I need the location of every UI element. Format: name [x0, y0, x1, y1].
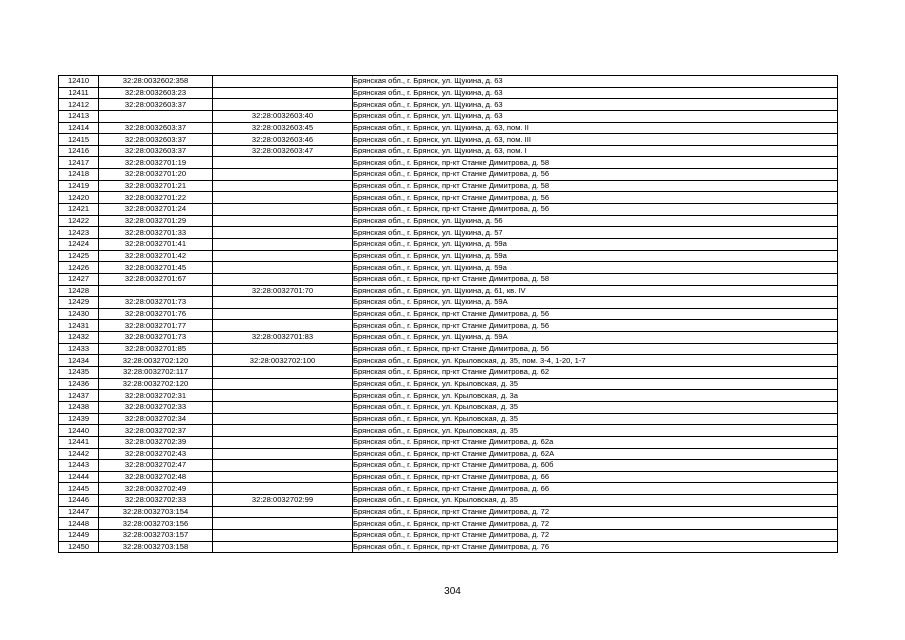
table-row: [59, 192, 838, 204]
parent-cadastral-number-cell: [213, 204, 353, 216]
parent-cadastral-number-cell: [213, 483, 353, 495]
table-row: [59, 157, 838, 169]
cadastral-number-cell: 32:28:0032701:21: [99, 180, 213, 192]
parent-cadastral-number-cell: 32:28:0032603:40: [213, 110, 353, 122]
table-row: [59, 378, 838, 390]
table-row: [59, 506, 838, 518]
table-row: [59, 541, 838, 553]
row-number-cell: 12417: [59, 157, 99, 169]
table-row: [59, 471, 838, 483]
address-cell: Брянская обл., г. Брянск, ул. Крыловская, д. 35: [353, 401, 838, 413]
row-number-cell: 12434: [59, 355, 99, 367]
table-row: [59, 425, 838, 437]
table-row: [59, 262, 838, 274]
row-number-cell: 12436: [59, 378, 99, 390]
address-cell: Брянская обл., г. Брянск, ул. Щукина, д. 59А: [353, 332, 838, 344]
address-cell: Брянская обл., г. Брянск, ул. Щукина, д. 56: [353, 215, 838, 227]
row-number-cell: 12441: [59, 436, 99, 448]
address-cell: Брянская обл., г. Брянск, пр-кт Станке Димитрова, д. 62А: [353, 448, 838, 460]
parent-cadastral-number-cell: [213, 320, 353, 332]
address-cell: Брянская обл., г. Брянск, пр-кт Станке Димитрова, д. 66: [353, 483, 838, 495]
row-number-cell: 12425: [59, 250, 99, 262]
row-number-cell: 12429: [59, 297, 99, 309]
parent-cadastral-number-cell: [213, 250, 353, 262]
cadastral-number-cell: 32:28:0032701:77: [99, 320, 213, 332]
parent-cadastral-number-cell: [213, 367, 353, 379]
parent-cadastral-number-cell: 32:28:0032701:83: [213, 332, 353, 344]
parent-cadastral-number-cell: [213, 436, 353, 448]
cadastral-number-cell: 32:28:0032701:29: [99, 215, 213, 227]
parent-cadastral-number-cell: [213, 87, 353, 99]
parent-cadastral-number-cell: 32:28:0032702:99: [213, 495, 353, 507]
table-row: [59, 238, 838, 250]
table-row: [59, 460, 838, 472]
cadastral-number-cell: 32:28:0032702:37: [99, 425, 213, 437]
table-row: [59, 145, 838, 157]
table-row: [59, 204, 838, 216]
row-number-cell: 12443: [59, 460, 99, 472]
address-cell: Брянская обл., г. Брянск, ул. Щукина, д. 59а: [353, 250, 838, 262]
parent-cadastral-number-cell: [213, 157, 353, 169]
cadastral-number-cell: [99, 110, 213, 122]
row-number-cell: 12420: [59, 192, 99, 204]
row-number-cell: 12446: [59, 495, 99, 507]
parent-cadastral-number-cell: [213, 99, 353, 111]
table-row: [59, 448, 838, 460]
address-cell: Брянская обл., г. Брянск, ул. Щукина, д. 63: [353, 110, 838, 122]
parent-cadastral-number-cell: [213, 227, 353, 239]
table-row: [59, 180, 838, 192]
cadastral-number-cell: 32:28:0032603:37: [99, 145, 213, 157]
page-number: 304: [444, 586, 461, 597]
address-cell: Брянская обл., г. Брянск, пр-кт Станке Димитрова, д. 56: [353, 192, 838, 204]
address-cell: Брянская обл., г. Брянск, пр-кт Станке Димитрова, д. 56: [353, 308, 838, 320]
cadastral-number-cell: 32:28:0032702:48: [99, 471, 213, 483]
cadastral-number-cell: 32:28:0032702:31: [99, 390, 213, 402]
cadastral-number-cell: 32:28:0032703:158: [99, 541, 213, 553]
row-number-cell: 12421: [59, 204, 99, 216]
cadastral-number-cell: 32:28:0032603:23: [99, 87, 213, 99]
parent-cadastral-number-cell: 32:28:0032701:70: [213, 285, 353, 297]
row-number-cell: 12439: [59, 413, 99, 425]
parent-cadastral-number-cell: [213, 169, 353, 181]
parent-cadastral-number-cell: [213, 506, 353, 518]
table-row: [59, 401, 838, 413]
row-number-cell: 12431: [59, 320, 99, 332]
row-number-cell: 12448: [59, 518, 99, 530]
row-number-cell: 12412: [59, 99, 99, 111]
row-number-cell: 12437: [59, 390, 99, 402]
cadastral-number-cell: 32:28:0032603:37: [99, 99, 213, 111]
table-row: [59, 355, 838, 367]
table-row: [59, 495, 838, 507]
row-number-cell: 12430: [59, 308, 99, 320]
address-cell: Брянская обл., г. Брянск, ул. Щукина, д. 63, пом. III: [353, 134, 838, 146]
registry-table: [58, 75, 838, 553]
row-number-cell: 12423: [59, 227, 99, 239]
row-number-cell: 12442: [59, 448, 99, 460]
cadastral-number-cell: 32:28:0032701:73: [99, 297, 213, 309]
address-cell: Брянская обл., г. Брянск, пр-кт Станке Димитрова, д. 58: [353, 157, 838, 169]
table-row: [59, 134, 838, 146]
table-row: [59, 215, 838, 227]
row-number-cell: 12438: [59, 401, 99, 413]
table-row: [59, 273, 838, 285]
registry-table-body: [59, 76, 838, 553]
row-number-cell: 12424: [59, 238, 99, 250]
table-row: [59, 308, 838, 320]
parent-cadastral-number-cell: 32:28:0032603:45: [213, 122, 353, 134]
table-row: [59, 367, 838, 379]
row-number-cell: 12416: [59, 145, 99, 157]
table-row: [59, 390, 838, 402]
row-number-cell: 12432: [59, 332, 99, 344]
address-cell: Брянская обл., г. Брянск, ул. Щукина, д. 63: [353, 99, 838, 111]
address-cell: Брянская обл., г. Брянск, ул. Щукина, д. 59А: [353, 297, 838, 309]
parent-cadastral-number-cell: 32:28:0032603:47: [213, 145, 353, 157]
cadastral-number-cell: 32:28:0032701:20: [99, 169, 213, 181]
address-cell: Брянская обл., г. Брянск, пр-кт Станке Димитрова, д. 76: [353, 541, 838, 553]
cadastral-number-cell: 32:28:0032701:67: [99, 273, 213, 285]
parent-cadastral-number-cell: [213, 529, 353, 541]
parent-cadastral-number-cell: [213, 262, 353, 274]
table-row: [59, 297, 838, 309]
address-cell: Брянская обл., г. Брянск, ул. Щукина, д. 63: [353, 87, 838, 99]
parent-cadastral-number-cell: [213, 390, 353, 402]
parent-cadastral-number-cell: [213, 192, 353, 204]
parent-cadastral-number-cell: [213, 448, 353, 460]
parent-cadastral-number-cell: [213, 460, 353, 472]
parent-cadastral-number-cell: [213, 343, 353, 355]
table-row: [59, 76, 838, 88]
parent-cadastral-number-cell: [213, 425, 353, 437]
row-number-cell: 12447: [59, 506, 99, 518]
cadastral-number-cell: 32:28:0032701:22: [99, 192, 213, 204]
address-cell: Брянская обл., г. Брянск, ул. Щукина, д. 57: [353, 227, 838, 239]
cadastral-number-cell: 32:28:0032701:73: [99, 332, 213, 344]
table-row: [59, 529, 838, 541]
address-cell: Брянская обл., г. Брянск, ул. Щукина, д. 63, пом. I: [353, 145, 838, 157]
address-cell: Брянская обл., г. Брянск, ул. Щукина, д. 59а: [353, 262, 838, 274]
row-number-cell: 12450: [59, 541, 99, 553]
row-number-cell: 12445: [59, 483, 99, 495]
address-cell: Брянская обл., г. Брянск, пр-кт Станке Димитрова, д. 72: [353, 518, 838, 530]
parent-cadastral-number-cell: [213, 180, 353, 192]
row-number-cell: 12428: [59, 285, 99, 297]
parent-cadastral-number-cell: [213, 471, 353, 483]
cadastral-number-cell: 32:28:0032703:157: [99, 529, 213, 541]
parent-cadastral-number-cell: [213, 76, 353, 88]
row-number-cell: 12418: [59, 169, 99, 181]
parent-cadastral-number-cell: [213, 541, 353, 553]
parent-cadastral-number-cell: [213, 308, 353, 320]
row-number-cell: 12410: [59, 76, 99, 88]
cadastral-number-cell: 32:28:0032702:33: [99, 401, 213, 413]
table-row: [59, 483, 838, 495]
cadastral-number-cell: 32:28:0032702:120: [99, 355, 213, 367]
cadastral-number-cell: 32:28:0032702:117: [99, 367, 213, 379]
table-row: [59, 320, 838, 332]
parent-cadastral-number-cell: 32:28:0032702:100: [213, 355, 353, 367]
address-cell: Брянская обл., г. Брянск, пр-кт Станке Димитрова, д. 56: [353, 343, 838, 355]
cadastral-number-cell: 32:28:0032701:41: [99, 238, 213, 250]
cadastral-number-cell: 32:28:0032602:358: [99, 76, 213, 88]
cadastral-number-cell: 32:28:0032703:154: [99, 506, 213, 518]
table-row: [59, 169, 838, 181]
row-number-cell: 12419: [59, 180, 99, 192]
parent-cadastral-number-cell: [213, 401, 353, 413]
parent-cadastral-number-cell: [213, 378, 353, 390]
row-number-cell: 12449: [59, 529, 99, 541]
address-cell: Брянская обл., г. Брянск, пр-кт Станке Димитрова, д. 62а: [353, 436, 838, 448]
address-cell: Брянская обл., г. Брянск, пр-кт Станке Димитрова, д. 66: [353, 471, 838, 483]
table-row: [59, 332, 838, 344]
parent-cadastral-number-cell: [213, 297, 353, 309]
cadastral-number-cell: 32:28:0032701:42: [99, 250, 213, 262]
address-cell: Брянская обл., г. Брянск, ул. Крыловская, д. 35: [353, 378, 838, 390]
address-cell: Брянская обл., г. Брянск, ул. Крыловская, д. 35: [353, 413, 838, 425]
row-number-cell: 12413: [59, 110, 99, 122]
table-row: [59, 343, 838, 355]
address-cell: Брянская обл., г. Брянск, ул. Крыловская, д. 3а: [353, 390, 838, 402]
row-number-cell: 12427: [59, 273, 99, 285]
cadastral-number-cell: [99, 285, 213, 297]
address-cell: Брянская обл., г. Брянск, ул. Щукина, д. 59а: [353, 238, 838, 250]
cadastral-number-cell: 32:28:0032702:47: [99, 460, 213, 472]
cadastral-number-cell: 32:28:0032701:33: [99, 227, 213, 239]
cadastral-number-cell: 32:28:0032701:45: [99, 262, 213, 274]
table-row: [59, 518, 838, 530]
table-row: [59, 250, 838, 262]
row-number-cell: 12411: [59, 87, 99, 99]
table-row: [59, 436, 838, 448]
row-number-cell: 12435: [59, 367, 99, 379]
address-cell: Брянская обл., г. Брянск, пр-кт Станке Димитрова, д. 56: [353, 320, 838, 332]
row-number-cell: 12444: [59, 471, 99, 483]
cadastral-number-cell: 32:28:0032702:49: [99, 483, 213, 495]
address-cell: Брянская обл., г. Брянск, ул. Щукина, д. 63: [353, 76, 838, 88]
cadastral-number-cell: 32:28:0032702:39: [99, 436, 213, 448]
parent-cadastral-number-cell: [213, 518, 353, 530]
table-row: [59, 227, 838, 239]
address-cell: Брянская обл., г. Брянск, ул. Крыловская, д. 35: [353, 425, 838, 437]
cadastral-number-cell: 32:28:0032701:76: [99, 308, 213, 320]
cadastral-number-cell: 32:28:0032701:85: [99, 343, 213, 355]
address-cell: Брянская обл., г. Брянск, ул. Щукина, д. 63, пом. II: [353, 122, 838, 134]
table-row: [59, 99, 838, 111]
row-number-cell: 12433: [59, 343, 99, 355]
address-cell: Брянская обл., г. Брянск, ул. Крыловская, д. 35: [353, 495, 838, 507]
row-number-cell: 12414: [59, 122, 99, 134]
row-number-cell: 12440: [59, 425, 99, 437]
table-row: [59, 110, 838, 122]
cadastral-number-cell: 32:28:0032702:33: [99, 495, 213, 507]
table-row: [59, 122, 838, 134]
parent-cadastral-number-cell: [213, 238, 353, 250]
cadastral-number-cell: 32:28:0032701:19: [99, 157, 213, 169]
table-row: [59, 87, 838, 99]
parent-cadastral-number-cell: [213, 273, 353, 285]
address-cell: Брянская обл., г. Брянск, пр-кт Станке Димитрова, д. 56: [353, 204, 838, 216]
table-row: [59, 413, 838, 425]
cadastral-number-cell: 32:28:0032702:43: [99, 448, 213, 460]
cadastral-number-cell: 32:28:0032701:24: [99, 204, 213, 216]
cadastral-number-cell: 32:28:0032603:37: [99, 134, 213, 146]
cadastral-number-cell: 32:28:0032703:156: [99, 518, 213, 530]
address-cell: Брянская обл., г. Брянск, пр-кт Станке Димитрова, д. 72: [353, 506, 838, 518]
address-cell: Брянская обл., г. Брянск, пр-кт Станке Димитрова, д. 72: [353, 529, 838, 541]
address-cell: Брянская обл., г. Брянск, ул. Крыловская, д. 35, пом. 3-4, 1-20, 1-7: [353, 355, 838, 367]
address-cell: Брянская обл., г. Брянск, пр-кт Станке Димитрова, д. 62: [353, 367, 838, 379]
cadastral-number-cell: 32:28:0032702:120: [99, 378, 213, 390]
address-cell: Брянская обл., г. Брянск, пр-кт Станке Димитрова, д. 58: [353, 273, 838, 285]
table-row: [59, 285, 838, 297]
row-number-cell: 12422: [59, 215, 99, 227]
parent-cadastral-number-cell: [213, 413, 353, 425]
row-number-cell: 12415: [59, 134, 99, 146]
address-cell: Брянская обл., г. Брянск, пр-кт Станке Димитрова, д. 56: [353, 169, 838, 181]
address-cell: Брянская обл., г. Брянск, пр-кт Станке Димитрова, д. 60б: [353, 460, 838, 472]
cadastral-number-cell: 32:28:0032603:37: [99, 122, 213, 134]
cadastral-number-cell: 32:28:0032702:34: [99, 413, 213, 425]
address-cell: Брянская обл., г. Брянск, ул. Щукина, д. 61, кв. IV: [353, 285, 838, 297]
parent-cadastral-number-cell: [213, 215, 353, 227]
row-number-cell: 12426: [59, 262, 99, 274]
address-cell: Брянская обл., г. Брянск, пр-кт Станке Димитрова, д. 58: [353, 180, 838, 192]
parent-cadastral-number-cell: 32:28:0032603:46: [213, 134, 353, 146]
